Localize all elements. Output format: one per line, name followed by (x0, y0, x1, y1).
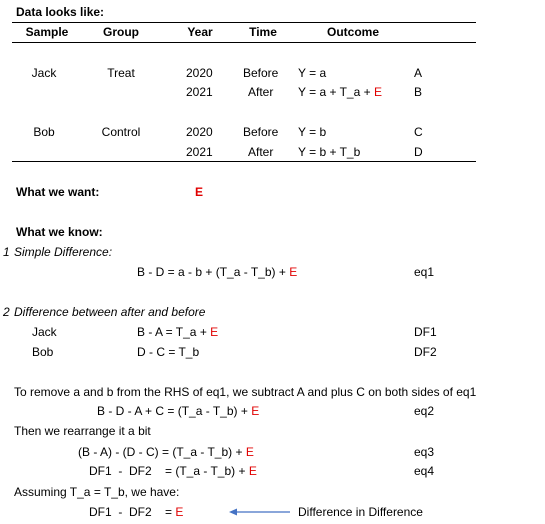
table-cell-label: C (414, 125, 423, 139)
section2-row-name: Jack (32, 325, 57, 339)
eq2-equation: B - D - A + C = (T_a - T_b) + E (97, 404, 260, 418)
table-cell-sample: Jack (31, 66, 57, 80)
table-cell-label: D (414, 145, 423, 159)
table-cell-sample: Bob (33, 125, 55, 139)
rearrange-text: Then we rearrange it a bit (14, 424, 151, 438)
section2-row-equation: B - A = T_a + E (137, 325, 219, 339)
eq3-tag: eq3 (414, 445, 435, 459)
table-cell-outcome: Y = b (298, 125, 327, 139)
header-sample: Sample (25, 25, 69, 39)
table-bottom-rule (12, 161, 476, 162)
section2-number: 2 (3, 305, 10, 319)
header-time: Time (249, 25, 277, 39)
want-value: E (195, 185, 204, 199)
page-title: Data looks like: (16, 5, 105, 19)
table-cell-outcome: Y = b + T_b (298, 145, 361, 159)
table-cell-outcome: Y = a + T_a + E (298, 85, 382, 99)
section1-equation: B - D = a - b + (T_a - T_b) + E (137, 265, 298, 279)
section1-title: Simple Difference: (14, 245, 113, 259)
table-cell-outcome: Y = a (298, 66, 327, 80)
table-cell-year: 2020 (186, 66, 213, 80)
table-cell-year: 2020 (186, 125, 213, 139)
table-cell-label: A (414, 66, 423, 80)
table-cell-time: After (248, 145, 274, 159)
section1-tag: eq1 (414, 265, 435, 279)
want-label: What we want: (16, 185, 100, 199)
header-outcome: Outcome (326, 25, 379, 39)
table-cell-year: 2021 (186, 85, 213, 99)
table-top-rule (12, 22, 476, 23)
table-header-rule (12, 42, 476, 43)
table-cell-group: Treat (107, 66, 135, 80)
section1-number: 1 (3, 245, 10, 259)
section2-title: Difference between after and before (14, 305, 206, 319)
eq4-equation: DF1 - DF2 = (T_a - T_b) + E (89, 464, 257, 478)
header-year: Year (187, 25, 213, 39)
know-label: What we know: (16, 225, 103, 239)
final-equation: DF1 - DF2 = E (89, 505, 184, 519)
section2-row-tag: DF2 (414, 345, 437, 359)
eq4-tag: eq4 (414, 464, 435, 478)
table-cell-time: Before (243, 66, 279, 80)
table-cell-time: Before (243, 125, 279, 139)
section2-row-tag: DF1 (414, 325, 437, 339)
remove-text: To remove a and b from the RHS of eq1, we subtract A and plus C on both sides of eq1 (14, 385, 477, 399)
assume-text: Assuming T_a = T_b, we have: (14, 485, 180, 499)
table-cell-year: 2021 (186, 145, 213, 159)
section2-row-equation: D - C = T_b (137, 345, 200, 359)
header-group: Group (103, 25, 139, 39)
table-cell-group: Control (101, 125, 141, 139)
table-cell-time: After (248, 85, 274, 99)
table-cell-label: B (414, 85, 423, 99)
arrow-left-icon (228, 505, 292, 519)
eq3-equation: (B - A) - (D - C) = (T_a - T_b) + E (78, 445, 254, 459)
eq2-tag: eq2 (414, 404, 435, 418)
final-note: Difference in Difference (298, 505, 423, 519)
section2-row-name: Bob (32, 345, 54, 359)
